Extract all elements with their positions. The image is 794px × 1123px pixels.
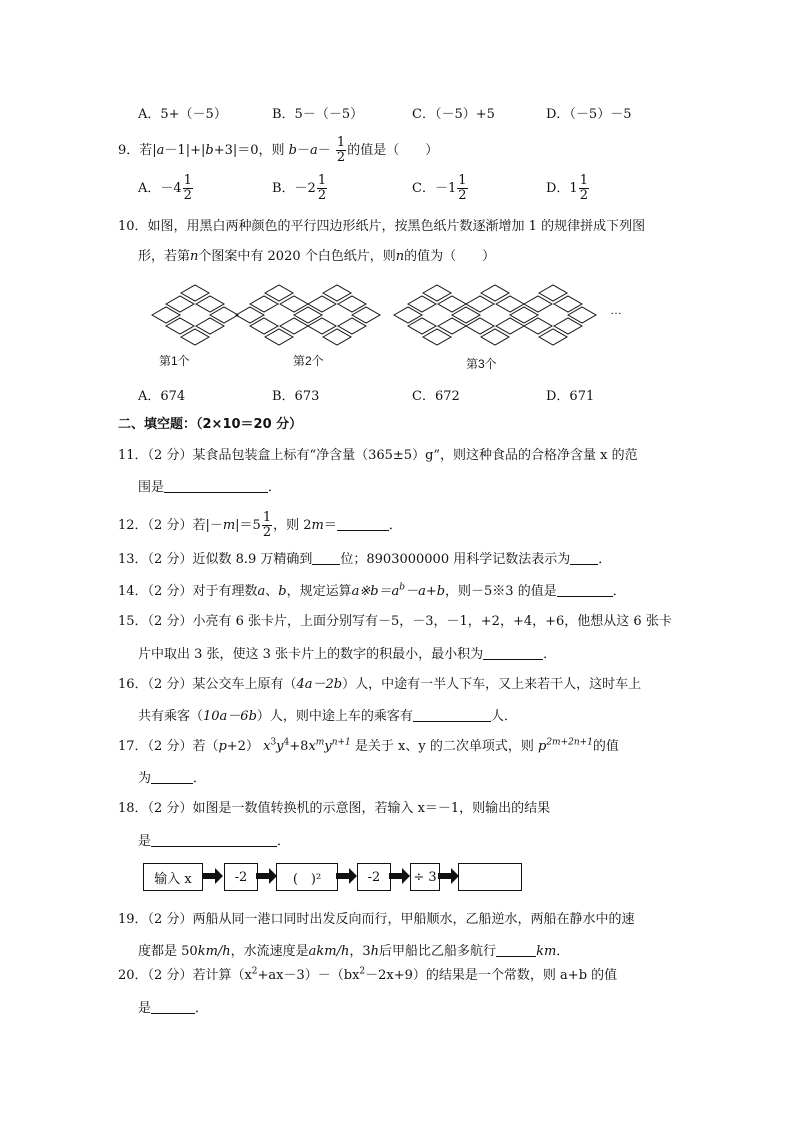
q10-options [138,385,698,407]
q11-line2: 围是 ． [138,480,282,495]
q10-option-b[interactable]: B．673 [272,389,320,404]
q19-line1: 19．（2 分）两船从同一港口同时出发反向而行，甲船顺水，乙船逆水，两船在静水中的速 [118,912,635,927]
q10-ellipsis: … [610,303,622,317]
q20-line2: 是 ． [138,1001,209,1016]
q9-var-b: b [288,143,297,158]
q9-text: － [296,143,310,158]
q13-answer-blank-2[interactable] [570,550,598,565]
arrow-icon [389,867,411,885]
q9-stem [118,136,438,165]
q13-answer-blank-1[interactable] [312,550,340,565]
q9-var-a: a [156,143,165,158]
q19-answer-blank[interactable] [496,942,536,957]
q10-option-c[interactable]: C．672 [412,389,460,404]
q12-answer-blank[interactable] [337,516,389,531]
q17-answer-blank[interactable] [151,769,193,784]
q9-option-a[interactable]: A．－4 $\frac{1}{2}$ [138,173,192,203]
q16-answer-blank[interactable] [413,707,491,722]
q15-line2: 片中取出 3 张，使这 3 张卡片上的数字的积最小，最小积为 ． [138,647,557,662]
q10-caption-1: 第1个 [159,354,190,368]
q10-line2: 形，若第n个图案中有 2020 个白色纸片，则n的值为（ ） [138,249,496,264]
q15-line1: 15．（2 分）小亮有 6 张卡片，上面分别写有－5，－3，－1，+2，+4，+6，他想从这 6 张卡 [118,614,672,629]
machine-step-subtract-2b: -2 [357,863,391,891]
pattern-1 [152,285,238,345]
q14-stem: 14．（2 分）对于有理数a、b，规定运算$a※b=a^b-a+b$，则－5※3 的值是 ． [118,582,626,599]
q10-pattern-figure [132,283,632,373]
machine-step-subtract-2: -2 [224,863,258,891]
q10-caption-3: 第3个 [466,357,497,371]
q8-option-c[interactable]: C．（－5）+5 [412,107,495,122]
machine-step-square: ( )² [276,863,338,891]
q9-text: +3|＝0，则 [213,143,285,158]
q11-answer-blank[interactable] [164,478,268,493]
pattern-2 [236,285,380,345]
q8-option-d[interactable]: D．（－5）－5 [546,107,632,122]
q20-answer-blank[interactable] [151,999,195,1014]
arrow-icon [438,867,460,885]
q19-line2: 度都是 50km/h，水流速度是akm/h，3h后甲船比乙船多航行 km． [138,944,570,959]
arrow-icon [202,867,224,885]
machine-step-divide-3: ÷ 3 [410,863,440,891]
q13-stem: 13．（2 分）近似数 8.9 万精确到 位；8903000000 用科学记数法表示为 ． [118,552,612,567]
arrow-icon [256,867,278,885]
q9-text: 的值是（ ） [347,143,439,158]
q18-line1: 18．（2 分）如图是一数值转换机的示意图，若输入 x＝－1，则输出的结果 [118,801,551,816]
q18-line2: 是 ． [138,834,291,849]
q18-answer-blank[interactable] [151,832,277,847]
q14-answer-blank[interactable] [557,582,613,597]
q12-stem: 12．（2 分）若|－m|＝5 $\frac{1}{2}$ ，则 2m＝ ． [118,510,402,540]
arrow-icon [336,867,358,885]
q9-options [138,174,698,206]
q9-fraction: $\frac{1}{2}$ [336,135,346,165]
pattern-3 [394,285,596,345]
machine-output-box [458,863,522,891]
q9-option-b[interactable]: B．－2 $\frac{1}{2}$ [272,173,327,203]
q9-text: －1|+| [164,143,206,158]
q10-option-a[interactable]: A．674 [138,389,186,404]
q9-text: 9．若| [118,143,157,158]
q11-line1: 11．（2 分）某食品包装盒上标有“净含量（365±5）g”，则这种食品的合格净含量 x 的范 [118,448,638,463]
q10-option-d[interactable]: D．671 [546,389,595,404]
q20-line1: 20．（2 分）若计算$(x^2+ax-3)-(bx^2-2x+9)$的结果是一个常数，则 a+b 的值 [118,966,618,983]
q10-caption-2: 第2个 [293,354,324,368]
section-heading-fill-in: 二、填空题：（2×10＝20 分） [118,417,303,432]
q9-option-d[interactable]: D．1 $\frac{1}{2}$ [546,173,588,203]
q9-var-a: a [310,143,318,158]
q8-option-a[interactable]: A．5+（－5） [138,107,227,122]
q9-option-c[interactable]: C．－1 $\frac{1}{2}$ [412,173,467,203]
q17-line2: 为 ． [138,771,207,786]
q9-var-b: b [205,143,214,158]
q16-line1: 16．（2 分）某公交车上原有（4a－2b）人，中途有一半人下车，又上来若干人，这时车上 [118,677,642,692]
q8-option-b[interactable]: B．5－（－5） [272,107,364,122]
q8-options [138,103,698,125]
q16-line2: 共有乘客（10a－6b）人，则中途上车的乘客有 人． [138,709,517,724]
q17-line1: 17．（2 分）若（p+2） $x^3y^4+8x^my^{n+1}$ 是关于 x、y 的二次单项式，则 $p^{2m+2n+1}$的值 [118,737,619,754]
q15-answer-blank[interactable] [483,645,543,660]
q9-text: － [317,143,331,158]
machine-input-box: 输入 x [143,863,203,891]
q10-line1: 10．如图，用黑白两种颜色的平行四边形纸片，按黑色纸片数逐渐增加 1 的规律拼成下列图 [118,219,646,234]
